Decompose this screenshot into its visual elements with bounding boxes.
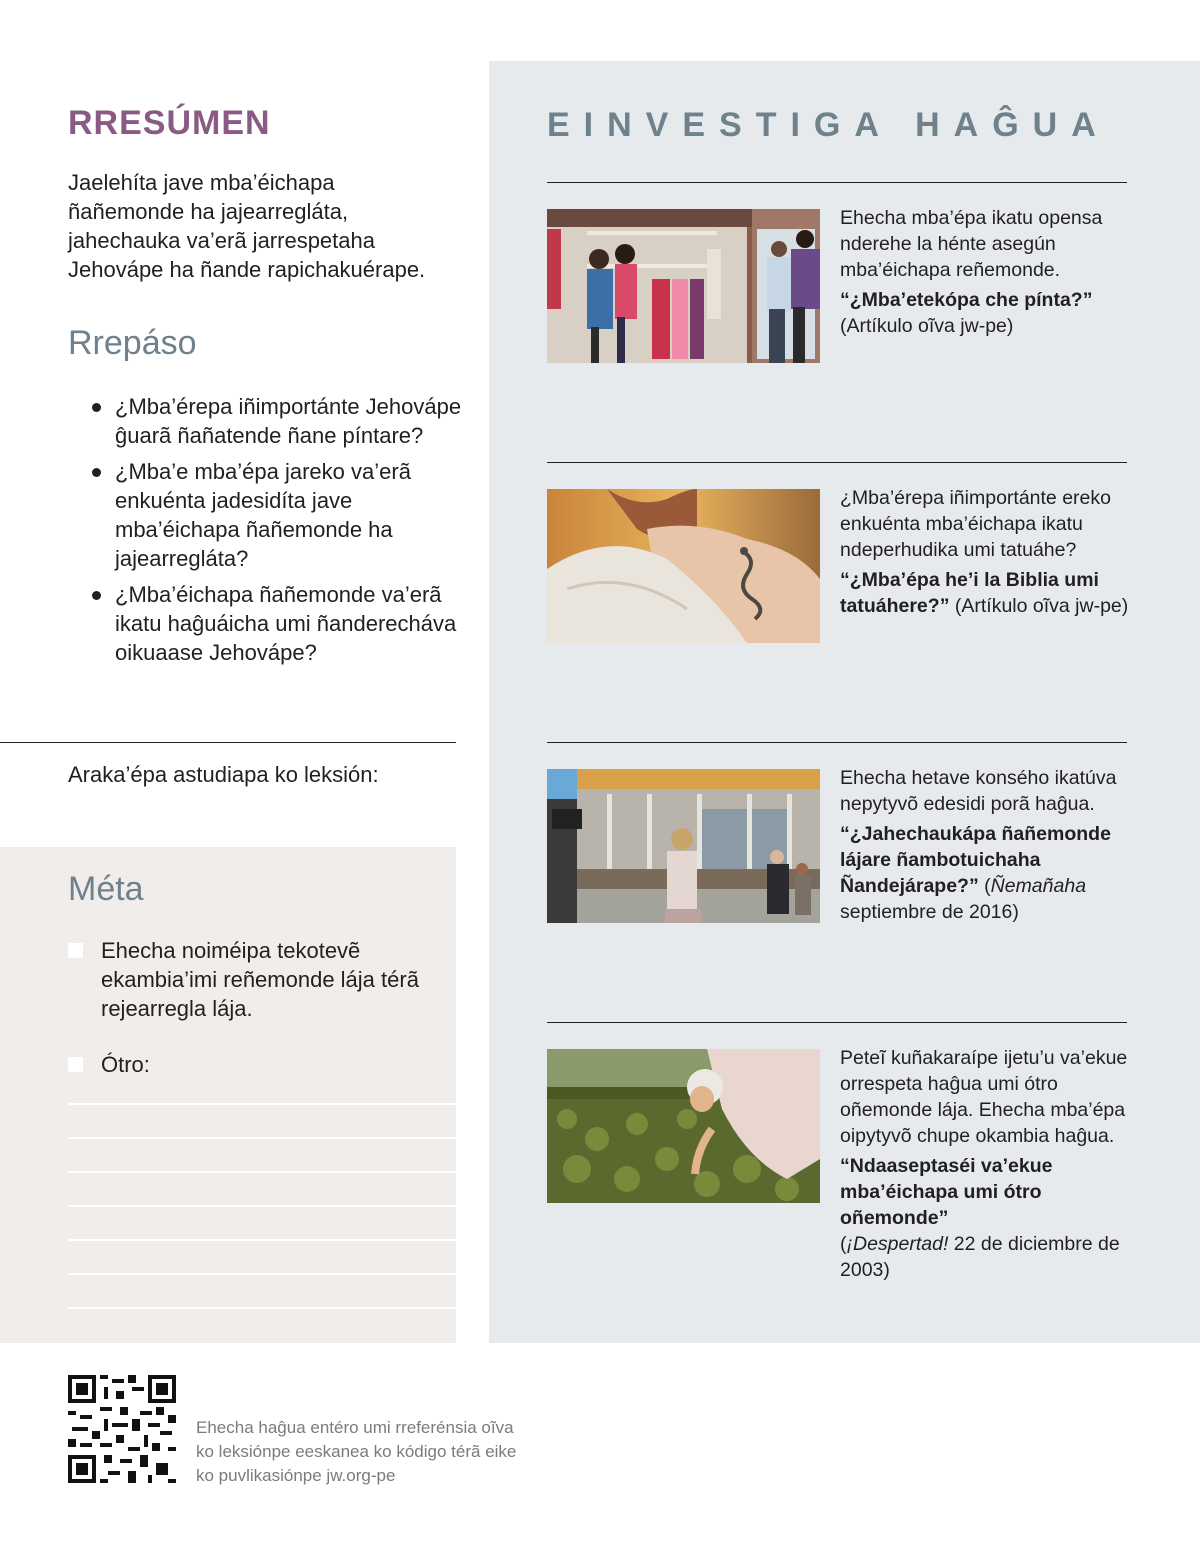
goal-panel — [0, 847, 456, 1343]
review-item-text: ¿Mba’érepa iñimportánte Jehovápe ĝuarã ñañatende ñane píntare? — [115, 394, 462, 448]
other-goal-checkbox[interactable] — [68, 1057, 83, 1072]
woman-picking-tea-leaves-photo — [547, 1049, 820, 1203]
review-item — [92, 457, 462, 573]
reference-source: (Ñemañaha septiembre de 2016) — [840, 875, 1087, 923]
write-in-line[interactable] — [68, 1307, 456, 1309]
goal-item-text: Ehecha noiméipa tekotevẽ ekambia’imi reñemonde lája térã rejearregla lája. — [101, 938, 419, 1021]
divider — [547, 1022, 1127, 1023]
qr-code-icon[interactable] — [68, 1375, 176, 1483]
write-in-line[interactable] — [68, 1103, 456, 1105]
research-item-lead: Peteĩ kuñakaraípe ijetu’u va’ekue orrespeta haĝua umi ótro oñemonde lája. Ehecha mba’épa oipytyvõ chupe okambia haĝua. — [840, 1047, 1128, 1147]
write-in-line[interactable] — [68, 1137, 456, 1139]
reference-source: (¡Despertad! 22 de diciembre de 2003) — [840, 1233, 1120, 1281]
footer-note: Ehecha haĝua entéro umi rreferénsia oĩva ko leksiónpe eeskanea ko kódigo térã eike ko puvlikasiónpe jw.org-pe — [196, 1418, 517, 1485]
stadium-tv-reporter-photo — [547, 769, 820, 923]
research-item — [840, 485, 1130, 619]
review-item — [92, 580, 462, 667]
review-list — [92, 392, 462, 674]
woman-shoulder-tattoo-photo — [547, 489, 820, 643]
reference-title-link[interactable]: “¿Jahechaukápa ñañemonde lájare ñambotuichaha Ñandejárape?” — [840, 823, 1111, 897]
people-shopping-for-clothes-photo — [547, 209, 820, 363]
research-item-lead: Ehecha hetave konsého ikatúva nepytyvõ edesidi porã haĝua. — [840, 767, 1117, 815]
research-item — [840, 765, 1130, 925]
research-item-lead: ¿Mba’érepa iñimportánte ereko enkuénta mba’éichapa ikatu ndeperhudika umi tatuáhe? — [840, 487, 1111, 561]
bullet-icon — [92, 468, 101, 477]
review-item — [92, 392, 462, 450]
divider — [547, 462, 1127, 463]
goal-title: Méta — [68, 870, 144, 908]
reference-source: (Artíkulo oĩva jw-pe) — [954, 595, 1129, 617]
reference-source: (Artíkulo oĩva jw-pe) — [840, 315, 1014, 337]
goal-checkbox[interactable] — [68, 943, 83, 958]
write-in-line[interactable] — [68, 1239, 456, 1241]
research-item-lead: Ehecha mba’épa ikatu opensa nderehe la hénte asegún mba’éichapa reñemonde. — [840, 207, 1103, 281]
divider — [0, 742, 456, 743]
summary-title: RRESÚMEN — [68, 104, 271, 142]
reference-title-link[interactable]: “¿Mba’épa he’i la Biblia umi tatuáhere?” — [840, 569, 1099, 617]
research-title: EINVESTIGA HAĜUA — [547, 106, 1110, 144]
review-item-text: ¿Mba’éichapa ñañemonde va’erã ikatu haĝuáicha umi ñanderecháva oikuaase Jehovápe? — [115, 582, 457, 665]
studied-date-label: Araka’épa astudiapa ko leksión: — [68, 762, 379, 787]
research-item — [840, 205, 1130, 339]
research-item — [840, 1045, 1130, 1283]
write-in-line[interactable] — [68, 1273, 456, 1275]
write-in-line[interactable] — [68, 1171, 456, 1173]
summary-text: Jaelehíta jave mba’éichapa ñañemonde ha jajearregláta, jahechauka va’erã jarrespetaha Jehovápe ha ñande rapichakuérape. — [68, 170, 426, 282]
bullet-icon — [92, 403, 101, 412]
bullet-icon — [92, 591, 101, 600]
write-in-line[interactable] — [68, 1205, 456, 1207]
reference-title-link[interactable]: “Ndaaseptaséi va’ekue mba’éichapa umi ótro oñemonde” — [840, 1155, 1053, 1229]
divider — [547, 742, 1127, 743]
review-item-text: ¿Mba’e mba’épa jareko va’erã enkuénta jadesidíta jave mba’éichapa ñañemonde ha jajearregláta? — [115, 459, 411, 571]
reference-title-link[interactable]: “¿Mba’etekópa che pínta?” — [840, 289, 1093, 311]
other-goal-label: Ótro: — [101, 1052, 150, 1077]
divider — [547, 182, 1127, 183]
review-title: Rrepáso — [68, 324, 197, 362]
